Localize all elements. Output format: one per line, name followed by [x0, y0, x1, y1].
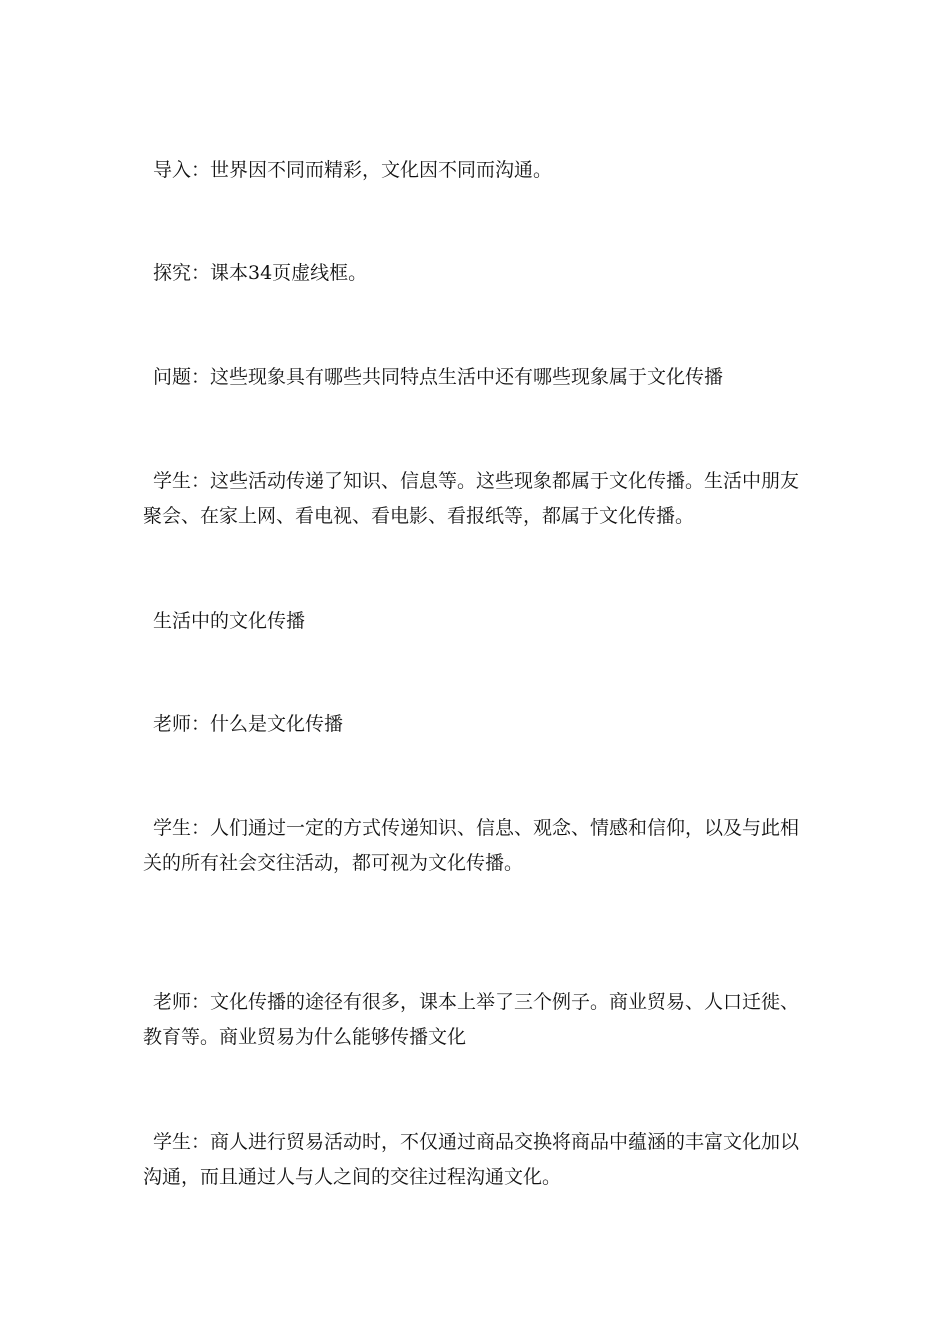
student-answer-2: 学生：人们通过一定的方式传递知识、信息、观念、情感和信仰，以及与此相关的所有社会交往活动，都可视为文化传播。: [143, 817, 800, 874]
question-paragraph: 问题：这些现象具有哪些共同特点生活中还有哪些现象属于文化传播: [153, 366, 724, 388]
explore-paragraph: 探究：课本34页虚线框。: [153, 262, 368, 284]
student-answer-1: 学生：这些活动传递了知识、信息等。这些现象都属于文化传播。生活中朋友聚会、在家上网、看电视、看电影、看报纸等，都属于文化传播。: [143, 470, 800, 527]
teacher-question-2: 老师：文化传播的途径有很多，课本上举了三个例子。商业贸易、人口迁徙、教育等。商业贸易为什么能够传播文化: [143, 991, 800, 1048]
section-heading: 生活中的文化传播: [153, 610, 306, 632]
intro-paragraph: 导入：世界因不同而精彩，文化因不同而沟通。: [153, 159, 553, 181]
student-answer-3: 学生：商人进行贸易活动时，不仅通过商品交换将商品中蕴涵的丰富文化加以沟通，而且通过人与人之间的交往过程沟通文化。: [143, 1131, 800, 1188]
teacher-question-1: 老师：什么是文化传播: [153, 713, 344, 735]
